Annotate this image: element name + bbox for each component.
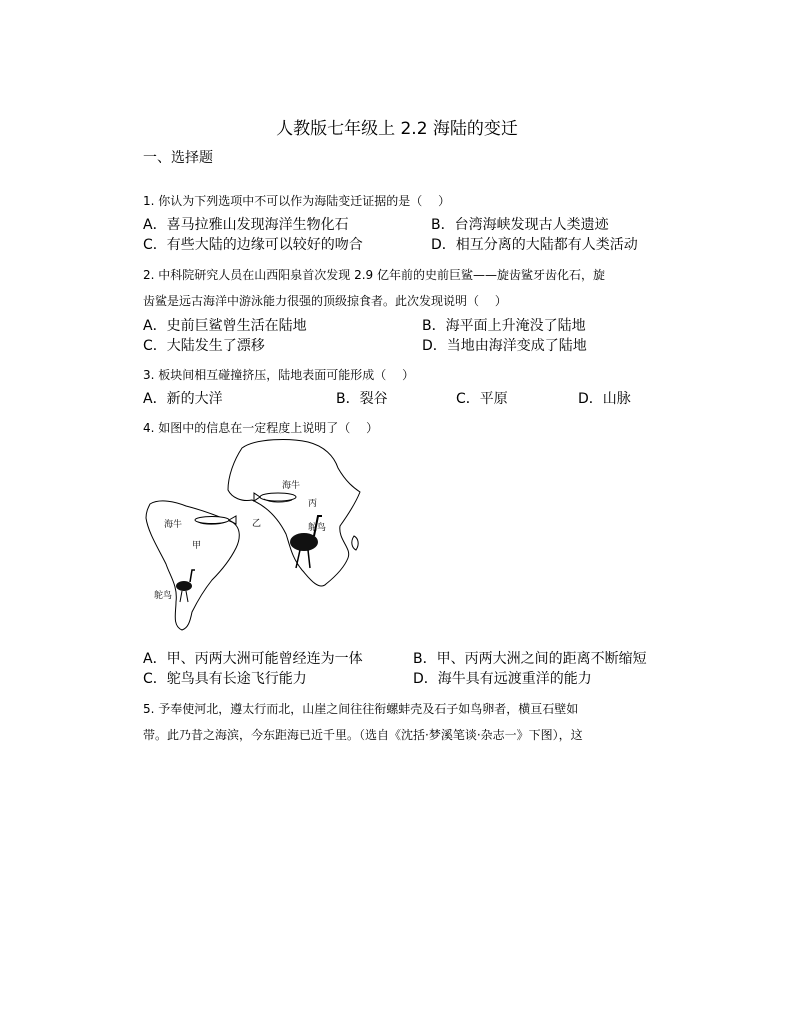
question-5-stem-line-2: 带。此乃昔之海滨，今东距海已近千里。（选自《沈括·梦溪笔谈·杂志一》下图），这 [143, 728, 583, 742]
question-2-option-a[interactable]: A．史前巨鲨曾生活在陆地 [143, 318, 307, 334]
page-title: 人教版七年级上 2.2 海陆的变迁 [276, 119, 518, 139]
map-label-sea-cow-left: 海牛 [164, 520, 183, 530]
question-1-option-c[interactable]: C．有些大陆的边缘可以较好的吻合 [143, 237, 363, 253]
question-3-option-a[interactable]: A．新的大洋 [143, 391, 223, 407]
question-4-stem: 4. 如图中的信息在一定程度上说明了（ ） [143, 421, 379, 435]
map-label-jia: 甲 [192, 541, 202, 551]
question-3-option-c[interactable]: C．平原 [456, 391, 508, 407]
continents-map-figure [140, 436, 372, 632]
question-2-option-d[interactable]: D．当地由海洋变成了陆地 [422, 338, 587, 354]
ostrich-south-america-icon [176, 570, 195, 602]
map-label-ostrich-right: 鸵鸟 [308, 523, 327, 533]
question-4-option-c[interactable]: C．鸵鸟具有长途飞行能力 [143, 671, 307, 687]
sea-cow-south-america-icon [195, 516, 236, 524]
question-2-option-b[interactable]: B．海平面上升淹没了陆地 [422, 318, 586, 334]
question-1-option-a[interactable]: A．喜马拉雅山发现海洋生物化石 [143, 217, 349, 233]
madagascar-outline [352, 536, 358, 550]
question-3-option-b[interactable]: B．裂谷 [336, 391, 388, 407]
map-label-sea-cow-right: 海牛 [282, 481, 301, 491]
question-1-option-b[interactable]: B．台湾海峡发现古人类遗迹 [431, 217, 609, 233]
question-1-option-d[interactable]: D．相互分离的大陆都有人类活动 [431, 237, 638, 253]
question-2-stem-line-2: 齿鲨是远古海洋中游泳能力很强的顶级掠食者。此次发现说明（ ） [143, 294, 507, 308]
africa-outline [228, 440, 360, 587]
section-heading: 一、选择题 [143, 150, 213, 166]
question-3-stem: 3. 板块间相互碰撞挤压，陆地表面可能形成（ ） [143, 368, 415, 382]
map-label-bing: 丙 [308, 499, 318, 509]
question-2-option-c[interactable]: C．大陆发生了漂移 [143, 338, 265, 354]
question-3-option-d[interactable]: D．山脉 [578, 391, 631, 407]
question-4-option-b[interactable]: B．甲、丙两大洲之间的距离不断缩短 [413, 651, 647, 667]
question-4-option-a[interactable]: A．甲、丙两大洲可能曾经连为一体 [143, 651, 363, 667]
question-5-stem-line-1: 5. 予奉使河北，遵太行而北，山崖之间往往衔螺蚌壳及石子如鸟卵者，横亘石壁如 [143, 702, 579, 716]
map-label-yi: 乙 [252, 519, 262, 529]
question-1-stem: 1. 你认为下列选项中不可以作为海陆变迁证据的是（ ） [143, 194, 451, 208]
question-2-stem-line-1: 2. 中科院研究人员在山西阳泉首次发现 2.9 亿年前的史前巨鲨——旋齿鲨牙齿化石，旋 [143, 268, 605, 282]
map-label-ostrich-left: 鸵鸟 [154, 591, 173, 601]
question-4-option-d[interactable]: D．海牛具有远渡重洋的能力 [413, 671, 592, 687]
sea-cow-africa-icon [254, 493, 296, 502]
